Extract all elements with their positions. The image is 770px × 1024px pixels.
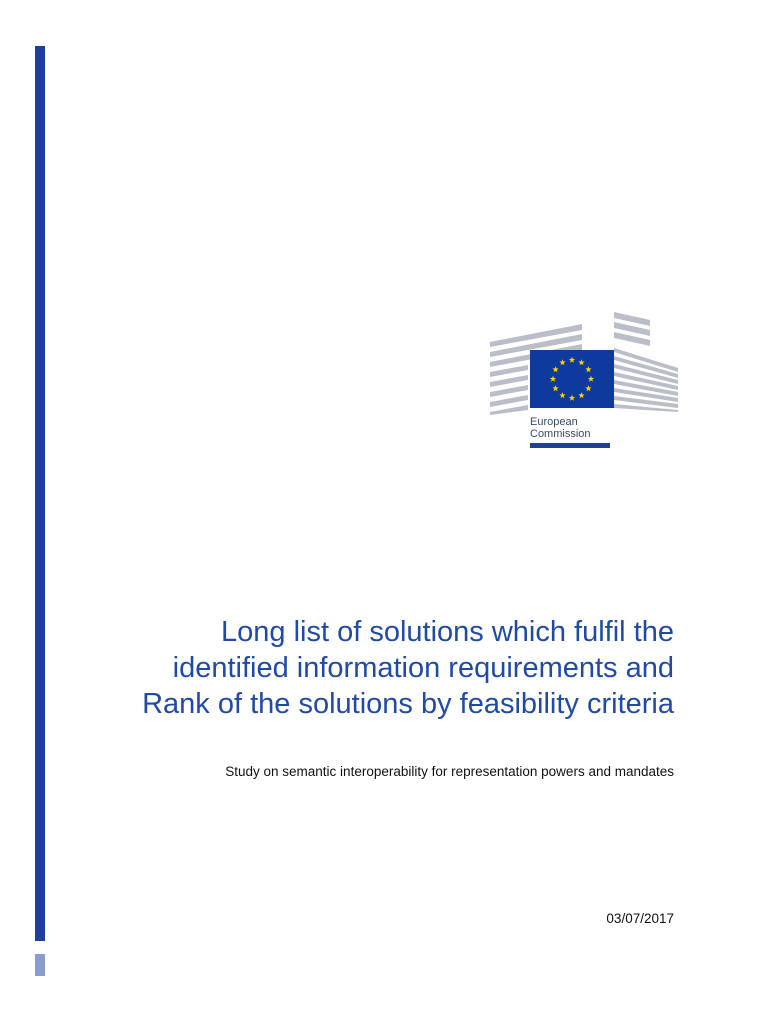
cover-accent-bar-small [35, 954, 45, 976]
logo-text-line2: Commission [530, 428, 591, 440]
logo-underline [530, 443, 610, 448]
document-subtitle: Study on semantic interoperability for representation powers and mandates [225, 764, 674, 779]
logo-text-line1: European [530, 416, 578, 428]
cover-accent-bar [35, 46, 45, 941]
document-date: 03/07/2017 [606, 911, 674, 926]
building-right-icon [614, 312, 678, 412]
european-commission-logo [490, 312, 678, 450]
document-title: Long list of solutions which fulfil the identified information requirements and Rank of the solutions by feasibility criteria [142, 616, 674, 720]
